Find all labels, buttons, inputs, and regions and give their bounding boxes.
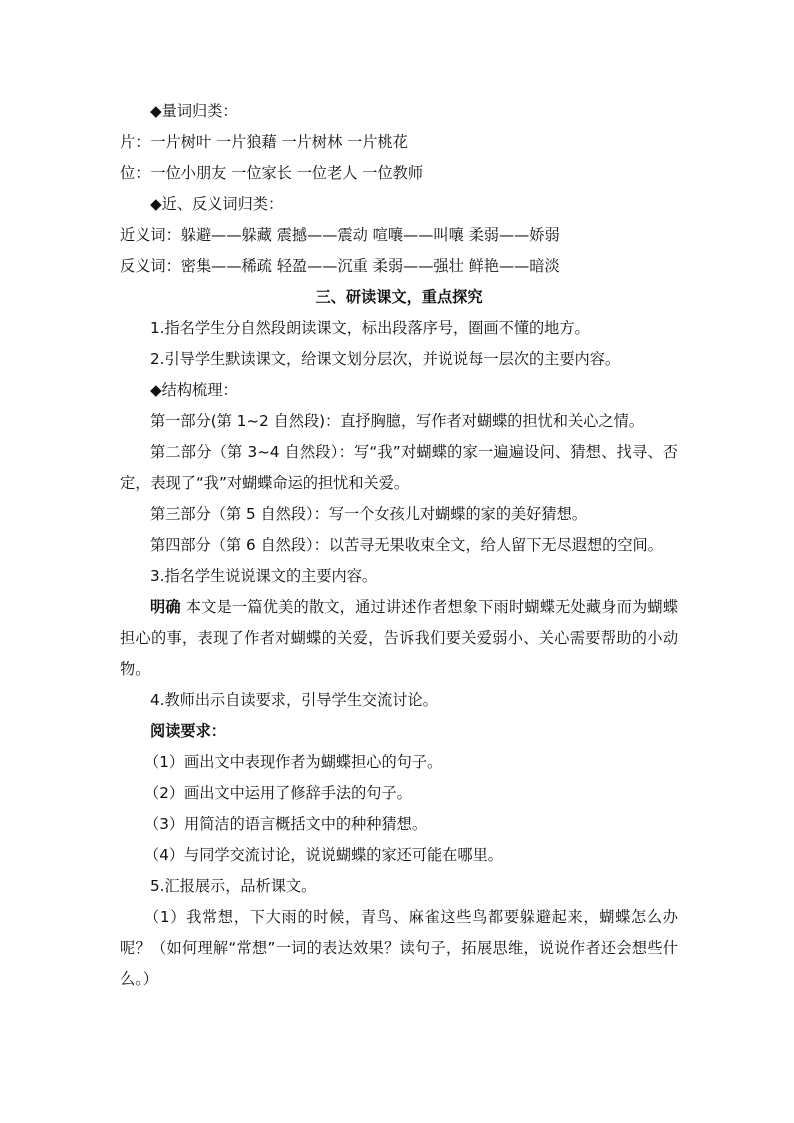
antonyms-line: 反义词：密集——稀疏 轻盈——沉重 柔弱——强壮 鲜艳——暗淡 [120,257,560,275]
requirement-3: （3）用简洁的语言概括文中的种种猜想。 [144,815,428,833]
question-1: （1）我常想，下大雨的时候，青鸟、麻雀这些鸟都要躲避起来，蝴蝶怎么办呢？（如何理解“常想”一词的表达效果？读句子，拓展思维，说说作者还会想些什么。） [120,908,678,988]
requirement-1: （1）画出文中表现作者为蝴蝶担心的句子。 [144,753,443,771]
part-1: 第一部分(第 1~2 自然段)：直抒胸臆，写作者对蝴蝶的担忧和关心之情。 [150,412,644,430]
clarification-text: 本文是一篇优美的散文，通过讲述作者想象下雨时蝴蝶无处藏身而为蝴蝶担心的事，表现了作者对蝴蝶的关爱，告诉我们要关爱弱小、关心需要帮助的小动物。 [120,598,679,678]
step-5: 5.汇报展示，品析课文。 [150,877,317,895]
section-synonyms-antonyms: ◆近、反义词归类： [150,195,284,213]
measure-word-wei: 位：一位小朋友 一位家长 一位老人 一位教师 [120,164,424,182]
clarification [120,592,678,685]
structure-label: ◆结构梳理： [150,381,238,399]
part-2 [120,437,678,499]
measure-word-pian: 片：一片树叶 一片狼藉 一片树林 一片桃花 [120,133,408,151]
requirement-2: （2）画出文中运用了修辞手法的句子。 [144,784,412,802]
step-2: 2.引导学生默读课文，给课文划分层次，并说说每一层次的主要内容。 [150,350,621,368]
part-3: 第三部分（第 5 自然段）：写一个女孩儿对蝴蝶的家的美好猜想。 [150,505,587,523]
step-3: 3.指名学生说说课文的主要内容。 [150,567,378,585]
requirement-4: （4）与同学交流讨论，说说蝴蝶的家还可能在哪里。 [144,846,503,864]
section-measure-words: ◆量词归类： [150,102,238,120]
step-4: 4.教师出示自读要求，引导学生交流讨论。 [150,691,438,709]
part-4: 第四部分（第 6 自然段）：以苦寻无果收束全文，给人留下无尽遐想的空间。 [150,536,663,554]
synonyms-line: 近义词：躲避——躲藏 震撼——震动 喧嚷——叫嚷 柔弱——娇弱 [120,226,560,244]
section-heading: 三、研读课文，重点探究 [315,288,483,306]
reading-requirements-label: 阅读要求： [150,722,226,740]
document-page [120,96,678,995]
clarification-label: 明确 [150,598,181,616]
step-1: 1.指名学生分自然段朗读课文，标出段落序号，圈画不懂的地方。 [150,319,590,337]
part-2-text: 第二部分（第 3~4 自然段）：写“我”对蝴蝶的家一遍遍设问、猜想、找寻、否定，表现了“我”对蝴蝶命运的担忧和关爱。 [120,443,678,492]
